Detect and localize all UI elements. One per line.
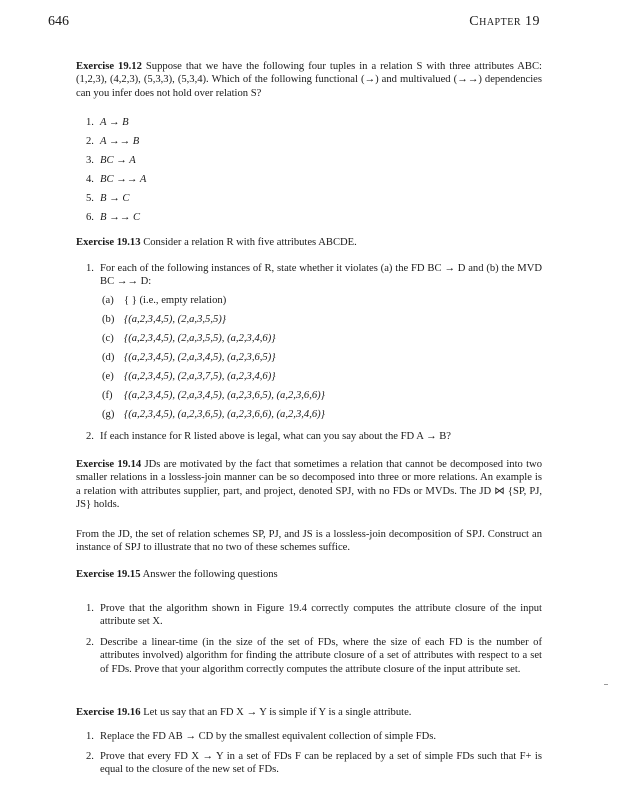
instance-item: (c) {(a,2,3,4,5), (2,a,3,5,5), (a,2,3,4,6)}: [102, 333, 276, 344]
exercise-label: Exercise 19.15: [76, 569, 141, 580]
list-item: 1. Prove that the algorithm shown in Figure 19.4 correctly computes the attribute closure of the input attribute set X.: [86, 603, 542, 628]
page-number: 646: [48, 14, 69, 29]
exercise-19-15: [76, 568, 542, 581]
exercise-text: Answer the following questions: [142, 569, 278, 580]
exercise-text: Consider a relation R with five attributes ABCDE.: [143, 237, 357, 248]
list-item: 2. Prove that every FD X → Y in a set of FDs F can be replaced by a set of simple FDs such that F+ is equal to the closure of the new set of FDs.: [86, 751, 542, 776]
exercise-19-16: [76, 706, 542, 719]
exercise-label: Exercise 19.16: [76, 707, 141, 718]
margin-mark: [604, 684, 608, 685]
exercise-19-12: [76, 60, 542, 100]
list-item: 1. For each of the following instances of R, state whether it violates (a) the FD BC → D and (b) the MVD BC →→ D:: [86, 263, 542, 288]
textbook-page: 646 Chapter 19 Exercise 19.12 Suppose that we have the following four tuples in a relation S with three attributes ABC: (1,2,3), (4,2,3), (5,3,3), (5,3,4). Which of the following functional (→) and multivalued (→→) dependencies can you infer does not hold over relation S? 1. A → B 2. A →→ B 3. BC → A 4. BC →→ A 5. B → C 6. B →→ C Exercise 19.13 Consider a relation R with five attributes ABCDE. 1. For each of the following instances of R, state whether it violates (a) the FD BC → D and (b) the MVD BC →→ D: (a) { } (i.e., empty relation) (b) {(a,2,3,4,5), (2,a,3,5,5)} (c) {(a,2,3,4,5), (2,a,3,5,5), (a,2,3,4,6)} (d) {(a,2,3,4,5), (2,a,3,4,5), (a,2,3,6,5)} (e) {(a,2,3,4,5), (2,a,3,7,5), (a,2,3,4,6)} (f) {(a,2,3,4,5), (2,a,3,4,5), (a,2,3,6,5), (a,2,3,6,6)} (g) {(a,2,3,4,5), (a,2,3,6,5), (a,2,3,6,6), (a,2,3,4,6)} 2. If each instance for R listed above is legal, what can you say about the FD A → B? Exercise 19.14 JDs are motivated by the fact that sometimes a relation that cannot be decomposed into two smaller relations in a lossless-join manner can be so decomposed into three or more relations. An example is a relation with attributes supplier, part, and project, denoted SPJ, with no FDs or MVDs. The JD ⋈ {SP, PJ, JS} holds. From the JD, the set of relation schemes SP, PJ, and JS is a lossless-join decomposition of SPJ. Construct an instance of SPJ to illustrate that no two of these schemes suffice. Exercise 19.15 Answer the following questions 1. Prove that the algorithm shown in Figure 19.4 correctly computes the attribute closure of the input attribute set X. 2. Describe a linear-time (in the size of the set of FDs, where the size of each FD is the number of attributes involved) algorithm for finding the attribute closure of a set of attributes with respect to a set of FDs. Prove that your algorithm correctly computes the attribute closure of the input attribute set. Exercise 19.16 Let us say that an FD X → Y is simple if Y is a single attribute. 1. Replace the FD AB → CD by the smallest equivalent collection of simple FDs. 2. Prove that every FD X → Y in a set of FDs F can be replaced by a set of simple FDs such that F+ is equal to the closure of the new set of FDs.: [0, 0, 618, 800]
instance-item: (d) {(a,2,3,4,5), (2,a,3,4,5), (a,2,3,6,5)}: [102, 352, 276, 363]
list-item: 2. Describe a linear-time (in the size of the set of FDs, where the size of each FD is the number of attributes involved) algorithm for finding the attribute closure of a set of attributes with respect to a set of FDs. Prove that your algorithm correctly computes the attribute closure of the input attribute set.: [86, 637, 542, 675]
exercise-19-14-paragraph: From the JD, the set of relation schemes SP, PJ, and JS is a lossless-join decomposition of SPJ. Construct an instance of SPJ to illustrate that no two of these schemes suffice.: [76, 529, 542, 554]
running-header: [48, 14, 540, 34]
exercise-label: Exercise 19.12: [76, 61, 142, 72]
exercise-label: Exercise 19.13: [76, 237, 141, 248]
instance-item: (f) {(a,2,3,4,5), (2,a,3,4,5), (a,2,3,6,5), (a,2,3,6,6)}: [102, 390, 325, 401]
instance-item: (a) { } (i.e., empty relation): [102, 295, 227, 306]
exercise-label: Exercise 19.14: [76, 459, 142, 470]
exercise-19-13: [76, 236, 542, 249]
instance-item: (g) {(a,2,3,4,5), (a,2,3,6,5), (a,2,3,6,6), (a,2,3,4,6)}: [102, 409, 325, 420]
instance-item: (e) {(a,2,3,4,5), (2,a,3,7,5), (a,2,3,4,6)}: [102, 371, 276, 382]
chapter-title: Chapter 19: [469, 14, 540, 29]
exercise-19-14: [76, 458, 542, 512]
exercise-text: Let us say that an FD X → Y is simple if Y is a single attribute.: [143, 707, 412, 718]
exercise-text: Suppose that we have the following four tuples in a relation S with three attributes ABC: (1,2,3), (4,2,3), (5,3,3), (5,3,4). Which of the following functional (→) and multivalued (→→) dependencies can you infer does not hold over relation S?: [76, 61, 542, 99]
exercise-text: JDs are motivated by the fact that sometimes a relation that cannot be decomposed into two smaller relations in a lossless-join manner can be so decomposed into three or more relations. An example is a relation with attributes supplier, part, and project, denoted SPJ, with no FDs or MVDs. The JD ⋈ {SP, PJ, JS} holds.: [76, 459, 543, 511]
instance-item: (b) {(a,2,3,4,5), (2,a,3,5,5)}: [102, 314, 227, 325]
